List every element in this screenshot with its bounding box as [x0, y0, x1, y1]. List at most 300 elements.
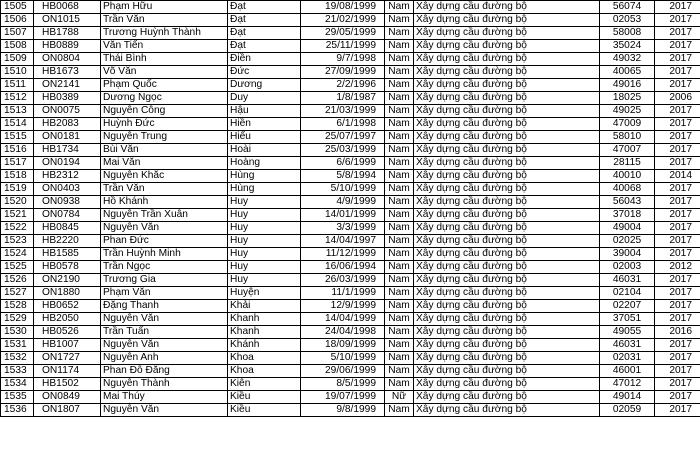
table-row: [1, 1, 700, 14]
graduation-year-cell: 2016: [655, 326, 700, 339]
table-row: [1, 261, 700, 274]
given-name-cell: Kiều: [228, 391, 301, 404]
candidate-code-cell: ON0075: [34, 105, 101, 118]
date-of-birth-cell: 5/8/1994: [301, 170, 385, 183]
date-of-birth-cell: 21/02/1999: [301, 14, 385, 27]
school-code-cell: 39004: [600, 248, 655, 261]
graduation-year-cell: 2017: [655, 1, 700, 14]
graduation-year-cell: 2017: [655, 105, 700, 118]
row-number-cell: 1533: [1, 365, 34, 378]
graduation-year-cell: 2017: [655, 287, 700, 300]
major-cell: Xây dựng cầu đường bộ: [414, 339, 600, 352]
table-row: [1, 404, 700, 417]
gender-cell: Nam: [385, 300, 414, 313]
given-name-cell: Khải: [228, 300, 301, 313]
graduation-year-cell: 2017: [655, 404, 700, 417]
candidate-code-cell: ON1174: [34, 365, 101, 378]
date-of-birth-cell: 18/09/1999: [301, 339, 385, 352]
surname-cell: Hồ Khánh: [101, 196, 228, 209]
major-cell: Xây dựng cầu đường bộ: [414, 378, 600, 391]
candidate-code-cell: HB2050: [34, 313, 101, 326]
surname-cell: Trương Gia: [101, 274, 228, 287]
gender-cell: Nam: [385, 365, 414, 378]
table-row: [1, 352, 700, 365]
surname-cell: Nguyễn Công: [101, 105, 228, 118]
candidate-code-cell: HB1007: [34, 339, 101, 352]
row-number-cell: 1509: [1, 53, 34, 66]
school-code-cell: 46031: [600, 339, 655, 352]
surname-cell: Mai Văn: [101, 157, 228, 170]
candidate-code-cell: HB1585: [34, 248, 101, 261]
row-number-cell: 1534: [1, 378, 34, 391]
date-of-birth-cell: 5/10/1999: [301, 183, 385, 196]
given-name-cell: Đức: [228, 66, 301, 79]
major-cell: Xây dựng cầu đường bộ: [414, 1, 600, 14]
date-of-birth-cell: 25/07/1997: [301, 131, 385, 144]
candidate-code-cell: ON0194: [34, 157, 101, 170]
school-code-cell: 02053: [600, 14, 655, 27]
major-cell: Xây dựng cầu đường bộ: [414, 131, 600, 144]
date-of-birth-cell: 27/09/1999: [301, 66, 385, 79]
given-name-cell: Dương: [228, 79, 301, 92]
school-code-cell: 49014: [600, 391, 655, 404]
major-cell: Xây dựng cầu đường bộ: [414, 183, 600, 196]
surname-cell: Nguyễn Văn: [101, 222, 228, 235]
school-code-cell: 28115: [600, 157, 655, 170]
table-row: [1, 339, 700, 352]
candidate-code-cell: ON0784: [34, 209, 101, 222]
gender-cell: Nam: [385, 170, 414, 183]
surname-cell: Phan Đức: [101, 235, 228, 248]
surname-cell: Trần Ngọc: [101, 261, 228, 274]
surname-cell: Bùi Văn: [101, 144, 228, 157]
school-code-cell: 47009: [600, 118, 655, 131]
table-row: [1, 27, 700, 40]
major-cell: Xây dựng cầu đường bộ: [414, 27, 600, 40]
table-row: [1, 14, 700, 27]
school-code-cell: 56074: [600, 1, 655, 14]
row-number-cell: 1517: [1, 157, 34, 170]
major-cell: Xây dựng cầu đường bộ: [414, 144, 600, 157]
school-code-cell: 58008: [600, 27, 655, 40]
graduation-year-cell: 2017: [655, 14, 700, 27]
surname-cell: Trương Huỳnh Thành: [101, 27, 228, 40]
major-cell: Xây dựng cầu đường bộ: [414, 365, 600, 378]
given-name-cell: Đạt: [228, 14, 301, 27]
school-code-cell: 37018: [600, 209, 655, 222]
candidate-code-cell: HB2312: [34, 170, 101, 183]
gender-cell: Nam: [385, 40, 414, 53]
candidate-code-cell: HB1734: [34, 144, 101, 157]
table-body: [1, 1, 700, 417]
surname-cell: Phạm Quốc: [101, 79, 228, 92]
school-code-cell: 18025: [600, 92, 655, 105]
row-number-cell: 1525: [1, 261, 34, 274]
table-row: [1, 105, 700, 118]
given-name-cell: Huy: [228, 235, 301, 248]
graduation-year-cell: 2017: [655, 235, 700, 248]
gender-cell: Nam: [385, 157, 414, 170]
candidate-code-cell: HB1502: [34, 378, 101, 391]
given-name-cell: Đạt: [228, 40, 301, 53]
gender-cell: Nam: [385, 183, 414, 196]
given-name-cell: Huyện: [228, 287, 301, 300]
given-name-cell: Khoa: [228, 352, 301, 365]
graduation-year-cell: 2017: [655, 27, 700, 40]
candidate-code-cell: HB2083: [34, 118, 101, 131]
graduation-year-cell: 2017: [655, 66, 700, 79]
surname-cell: Trần Tuấn: [101, 326, 228, 339]
date-of-birth-cell: 25/03/1999: [301, 144, 385, 157]
school-code-cell: 37051: [600, 313, 655, 326]
major-cell: Xây dựng cầu đường bộ: [414, 14, 600, 27]
given-name-cell: Kiên: [228, 378, 301, 391]
major-cell: Xây dựng cầu đường bộ: [414, 53, 600, 66]
date-of-birth-cell: 2/2/1996: [301, 79, 385, 92]
date-of-birth-cell: 16/06/1994: [301, 261, 385, 274]
school-code-cell: 02003: [600, 261, 655, 274]
graduation-year-cell: 2017: [655, 209, 700, 222]
surname-cell: Phạm Hữu: [101, 1, 228, 14]
table-row: [1, 144, 700, 157]
gender-cell: Nam: [385, 326, 414, 339]
table-row: [1, 209, 700, 222]
table-row: [1, 378, 700, 391]
surname-cell: Nguyễn Khắc: [101, 170, 228, 183]
gender-cell: Nam: [385, 274, 414, 287]
given-name-cell: Khanh: [228, 313, 301, 326]
table-row: [1, 300, 700, 313]
given-name-cell: Duy: [228, 92, 301, 105]
gender-cell: Nam: [385, 92, 414, 105]
date-of-birth-cell: 5/10/1999: [301, 352, 385, 365]
row-number-cell: 1529: [1, 313, 34, 326]
major-cell: Xây dựng cầu đường bộ: [414, 404, 600, 417]
major-cell: Xây dựng cầu đường bộ: [414, 235, 600, 248]
school-code-cell: 56043: [600, 196, 655, 209]
surname-cell: Nguyễn Văn: [101, 313, 228, 326]
surname-cell: Nguyễn Thành: [101, 378, 228, 391]
graduation-year-cell: 2017: [655, 300, 700, 313]
given-name-cell: Khánh: [228, 339, 301, 352]
table-row: [1, 235, 700, 248]
date-of-birth-cell: 14/04/1999: [301, 313, 385, 326]
date-of-birth-cell: 8/5/1999: [301, 378, 385, 391]
table-row: [1, 92, 700, 105]
surname-cell: Phạm Văn: [101, 287, 228, 300]
surname-cell: Nguyễn Văn: [101, 339, 228, 352]
school-code-cell: 49004: [600, 222, 655, 235]
table-row: [1, 157, 700, 170]
date-of-birth-cell: 29/06/1999: [301, 365, 385, 378]
gender-cell: Nam: [385, 339, 414, 352]
given-name-cell: Điền: [228, 53, 301, 66]
graduation-year-cell: 2017: [655, 118, 700, 131]
table-row: [1, 66, 700, 79]
major-cell: Xây dựng cầu đường bộ: [414, 287, 600, 300]
row-number-cell: 1514: [1, 118, 34, 131]
row-number-cell: 1526: [1, 274, 34, 287]
candidate-code-cell: HB2220: [34, 235, 101, 248]
candidate-code-cell: HB0889: [34, 40, 101, 53]
date-of-birth-cell: 25/11/1999: [301, 40, 385, 53]
graduation-year-cell: 2017: [655, 313, 700, 326]
table-row: [1, 170, 700, 183]
gender-cell: Nam: [385, 105, 414, 118]
given-name-cell: Huy: [228, 248, 301, 261]
given-name-cell: Huy: [228, 222, 301, 235]
graduation-year-cell: 2017: [655, 40, 700, 53]
row-number-cell: 1507: [1, 27, 34, 40]
row-number-cell: 1524: [1, 248, 34, 261]
row-number-cell: 1531: [1, 339, 34, 352]
gender-cell: Nam: [385, 261, 414, 274]
surname-cell: Trần Văn: [101, 14, 228, 27]
date-of-birth-cell: 11/12/1999: [301, 248, 385, 261]
given-name-cell: Huy: [228, 261, 301, 274]
row-number-cell: 1528: [1, 300, 34, 313]
graduation-year-cell: 2017: [655, 53, 700, 66]
gender-cell: Nam: [385, 14, 414, 27]
candidate-code-cell: ON2190: [34, 274, 101, 287]
school-code-cell: 02207: [600, 300, 655, 313]
graduation-year-cell: 2017: [655, 274, 700, 287]
candidate-code-cell: ON0938: [34, 196, 101, 209]
surname-cell: Nguyễn Anh: [101, 352, 228, 365]
major-cell: Xây dựng cầu đường bộ: [414, 274, 600, 287]
table-row: [1, 248, 700, 261]
date-of-birth-cell: 26/03/1999: [301, 274, 385, 287]
date-of-birth-cell: 21/03/1999: [301, 105, 385, 118]
date-of-birth-cell: 9/8/1999: [301, 404, 385, 417]
graduation-year-cell: 2017: [655, 352, 700, 365]
date-of-birth-cell: 19/08/1999: [301, 1, 385, 14]
gender-cell: Nam: [385, 248, 414, 261]
given-name-cell: Hùng: [228, 170, 301, 183]
candidate-code-cell: ON2141: [34, 79, 101, 92]
table-row: [1, 287, 700, 300]
row-number-cell: 1515: [1, 131, 34, 144]
school-code-cell: 47007: [600, 144, 655, 157]
row-number-cell: 1519: [1, 183, 34, 196]
date-of-birth-cell: 14/04/1997: [301, 235, 385, 248]
row-number-cell: 1518: [1, 170, 34, 183]
candidate-code-cell: ON0804: [34, 53, 101, 66]
given-name-cell: Hiền: [228, 118, 301, 131]
school-code-cell: 02025: [600, 235, 655, 248]
graduation-year-cell: 2012: [655, 261, 700, 274]
table-row: [1, 222, 700, 235]
date-of-birth-cell: 6/1/1998: [301, 118, 385, 131]
school-code-cell: 47012: [600, 378, 655, 391]
row-number-cell: 1510: [1, 66, 34, 79]
school-code-cell: 02104: [600, 287, 655, 300]
candidate-code-cell: HB0389: [34, 92, 101, 105]
graduation-year-cell: 2017: [655, 391, 700, 404]
candidate-code-cell: ON1015: [34, 14, 101, 27]
surname-cell: Phan Đỗ Đăng: [101, 365, 228, 378]
gender-cell: Nam: [385, 118, 414, 131]
gender-cell: Nam: [385, 1, 414, 14]
row-number-cell: 1516: [1, 144, 34, 157]
row-number-cell: 1508: [1, 40, 34, 53]
major-cell: Xây dựng cầu đường bộ: [414, 222, 600, 235]
date-of-birth-cell: 3/3/1999: [301, 222, 385, 235]
candidate-code-cell: ON1807: [34, 404, 101, 417]
major-cell: Xây dựng cầu đường bộ: [414, 79, 600, 92]
school-code-cell: 46031: [600, 274, 655, 287]
gender-cell: Nam: [385, 196, 414, 209]
school-code-cell: 58010: [600, 131, 655, 144]
given-name-cell: Khanh: [228, 326, 301, 339]
row-number-cell: 1506: [1, 14, 34, 27]
school-code-cell: 49032: [600, 53, 655, 66]
surname-cell: Trần Huỳnh Minh: [101, 248, 228, 261]
date-of-birth-cell: 29/05/1999: [301, 27, 385, 40]
gender-cell: Nam: [385, 66, 414, 79]
gender-cell: Nam: [385, 79, 414, 92]
gender-cell: Nam: [385, 27, 414, 40]
school-code-cell: 02059: [600, 404, 655, 417]
candidate-code-cell: ON1727: [34, 352, 101, 365]
gender-cell: Nam: [385, 352, 414, 365]
graduation-year-cell: 2006: [655, 92, 700, 105]
row-number-cell: 1521: [1, 209, 34, 222]
school-code-cell: 49055: [600, 326, 655, 339]
candidate-code-cell: HB1788: [34, 27, 101, 40]
table-row: [1, 79, 700, 92]
gender-cell: Nam: [385, 404, 414, 417]
graduation-year-cell: 2017: [655, 196, 700, 209]
row-number-cell: 1511: [1, 79, 34, 92]
given-name-cell: Kiều: [228, 404, 301, 417]
school-code-cell: 49025: [600, 105, 655, 118]
graduation-year-cell: 2017: [655, 339, 700, 352]
given-name-cell: Hoài: [228, 144, 301, 157]
candidate-code-cell: ON1880: [34, 287, 101, 300]
table-row: [1, 326, 700, 339]
given-name-cell: Hoàng: [228, 157, 301, 170]
row-number-cell: 1505: [1, 1, 34, 14]
date-of-birth-cell: 24/04/1998: [301, 326, 385, 339]
date-of-birth-cell: 6/6/1999: [301, 157, 385, 170]
surname-cell: Thái Bình: [101, 53, 228, 66]
major-cell: Xây dựng cầu đường bộ: [414, 300, 600, 313]
table-row: [1, 274, 700, 287]
row-number-cell: 1530: [1, 326, 34, 339]
graduation-year-cell: 2017: [655, 222, 700, 235]
school-code-cell: 49016: [600, 79, 655, 92]
row-number-cell: 1523: [1, 235, 34, 248]
candidate-code-cell: HB0578: [34, 261, 101, 274]
surname-cell: Dương Ngọc: [101, 92, 228, 105]
given-name-cell: Hùng: [228, 183, 301, 196]
date-of-birth-cell: 1/8/1987: [301, 92, 385, 105]
table-row: [1, 53, 700, 66]
surname-cell: Trần Văn: [101, 183, 228, 196]
gender-cell: Nam: [385, 53, 414, 66]
graduation-year-cell: 2017: [655, 157, 700, 170]
graduation-year-cell: 2017: [655, 378, 700, 391]
candidate-code-cell: ON0849: [34, 391, 101, 404]
graduation-year-cell: 2017: [655, 131, 700, 144]
candidate-code-cell: HB0526: [34, 326, 101, 339]
table-row: [1, 131, 700, 144]
row-number-cell: 1522: [1, 222, 34, 235]
gender-cell: Nam: [385, 222, 414, 235]
major-cell: Xây dựng cầu đường bộ: [414, 248, 600, 261]
row-number-cell: 1535: [1, 391, 34, 404]
major-cell: Xây dựng cầu đường bộ: [414, 352, 600, 365]
gender-cell: Nam: [385, 287, 414, 300]
major-cell: Xây dựng cầu đường bộ: [414, 118, 600, 131]
surname-cell: Nguyễn Trung: [101, 131, 228, 144]
given-name-cell: Hiếu: [228, 131, 301, 144]
candidate-code-cell: HB1673: [34, 66, 101, 79]
row-number-cell: 1532: [1, 352, 34, 365]
major-cell: Xây dựng cầu đường bộ: [414, 157, 600, 170]
gender-cell: Nữ: [385, 391, 414, 404]
given-name-cell: Đạt: [228, 27, 301, 40]
school-code-cell: 46001: [600, 365, 655, 378]
major-cell: Xây dựng cầu đường bộ: [414, 105, 600, 118]
surname-cell: Võ Văn: [101, 66, 228, 79]
date-of-birth-cell: 12/9/1999: [301, 300, 385, 313]
surname-cell: Nguyễn Trần Xuân: [101, 209, 228, 222]
surname-cell: Đặng Thanh: [101, 300, 228, 313]
table-row: [1, 183, 700, 196]
surname-cell: Huỳnh Đức: [101, 118, 228, 131]
given-name-cell: Đạt: [228, 1, 301, 14]
major-cell: Xây dựng cầu đường bộ: [414, 40, 600, 53]
major-cell: Xây dựng cầu đường bộ: [414, 261, 600, 274]
school-code-cell: 02031: [600, 352, 655, 365]
table-row: [1, 313, 700, 326]
major-cell: Xây dựng cầu đường bộ: [414, 326, 600, 339]
given-name-cell: Huy: [228, 196, 301, 209]
gender-cell: Nam: [385, 378, 414, 391]
table-row: [1, 365, 700, 378]
given-name-cell: Hậu: [228, 105, 301, 118]
candidate-code-cell: ON0403: [34, 183, 101, 196]
gender-cell: Nam: [385, 209, 414, 222]
date-of-birth-cell: 14/01/1999: [301, 209, 385, 222]
major-cell: Xây dựng cầu đường bộ: [414, 391, 600, 404]
table-row: [1, 118, 700, 131]
graduation-year-cell: 2017: [655, 79, 700, 92]
gender-cell: Nam: [385, 313, 414, 326]
row-number-cell: 1512: [1, 92, 34, 105]
row-number-cell: 1536: [1, 404, 34, 417]
major-cell: Xây dựng cầu đường bộ: [414, 170, 600, 183]
graduation-year-cell: 2017: [655, 183, 700, 196]
graduation-year-cell: 2017: [655, 248, 700, 261]
row-number-cell: 1520: [1, 196, 34, 209]
row-number-cell: 1527: [1, 287, 34, 300]
candidate-code-cell: HB0652: [34, 300, 101, 313]
date-of-birth-cell: 19/07/1999: [301, 391, 385, 404]
major-cell: Xây dựng cầu đường bộ: [414, 196, 600, 209]
school-code-cell: 40065: [600, 66, 655, 79]
gender-cell: Nam: [385, 144, 414, 157]
given-name-cell: Khoa: [228, 365, 301, 378]
date-of-birth-cell: 11/1/1999: [301, 287, 385, 300]
surname-cell: Văn Tiến: [101, 40, 228, 53]
graduation-year-cell: 2017: [655, 144, 700, 157]
candidate-code-cell: ON0181: [34, 131, 101, 144]
major-cell: Xây dựng cầu đường bộ: [414, 66, 600, 79]
surname-cell: Mai Thúy: [101, 391, 228, 404]
